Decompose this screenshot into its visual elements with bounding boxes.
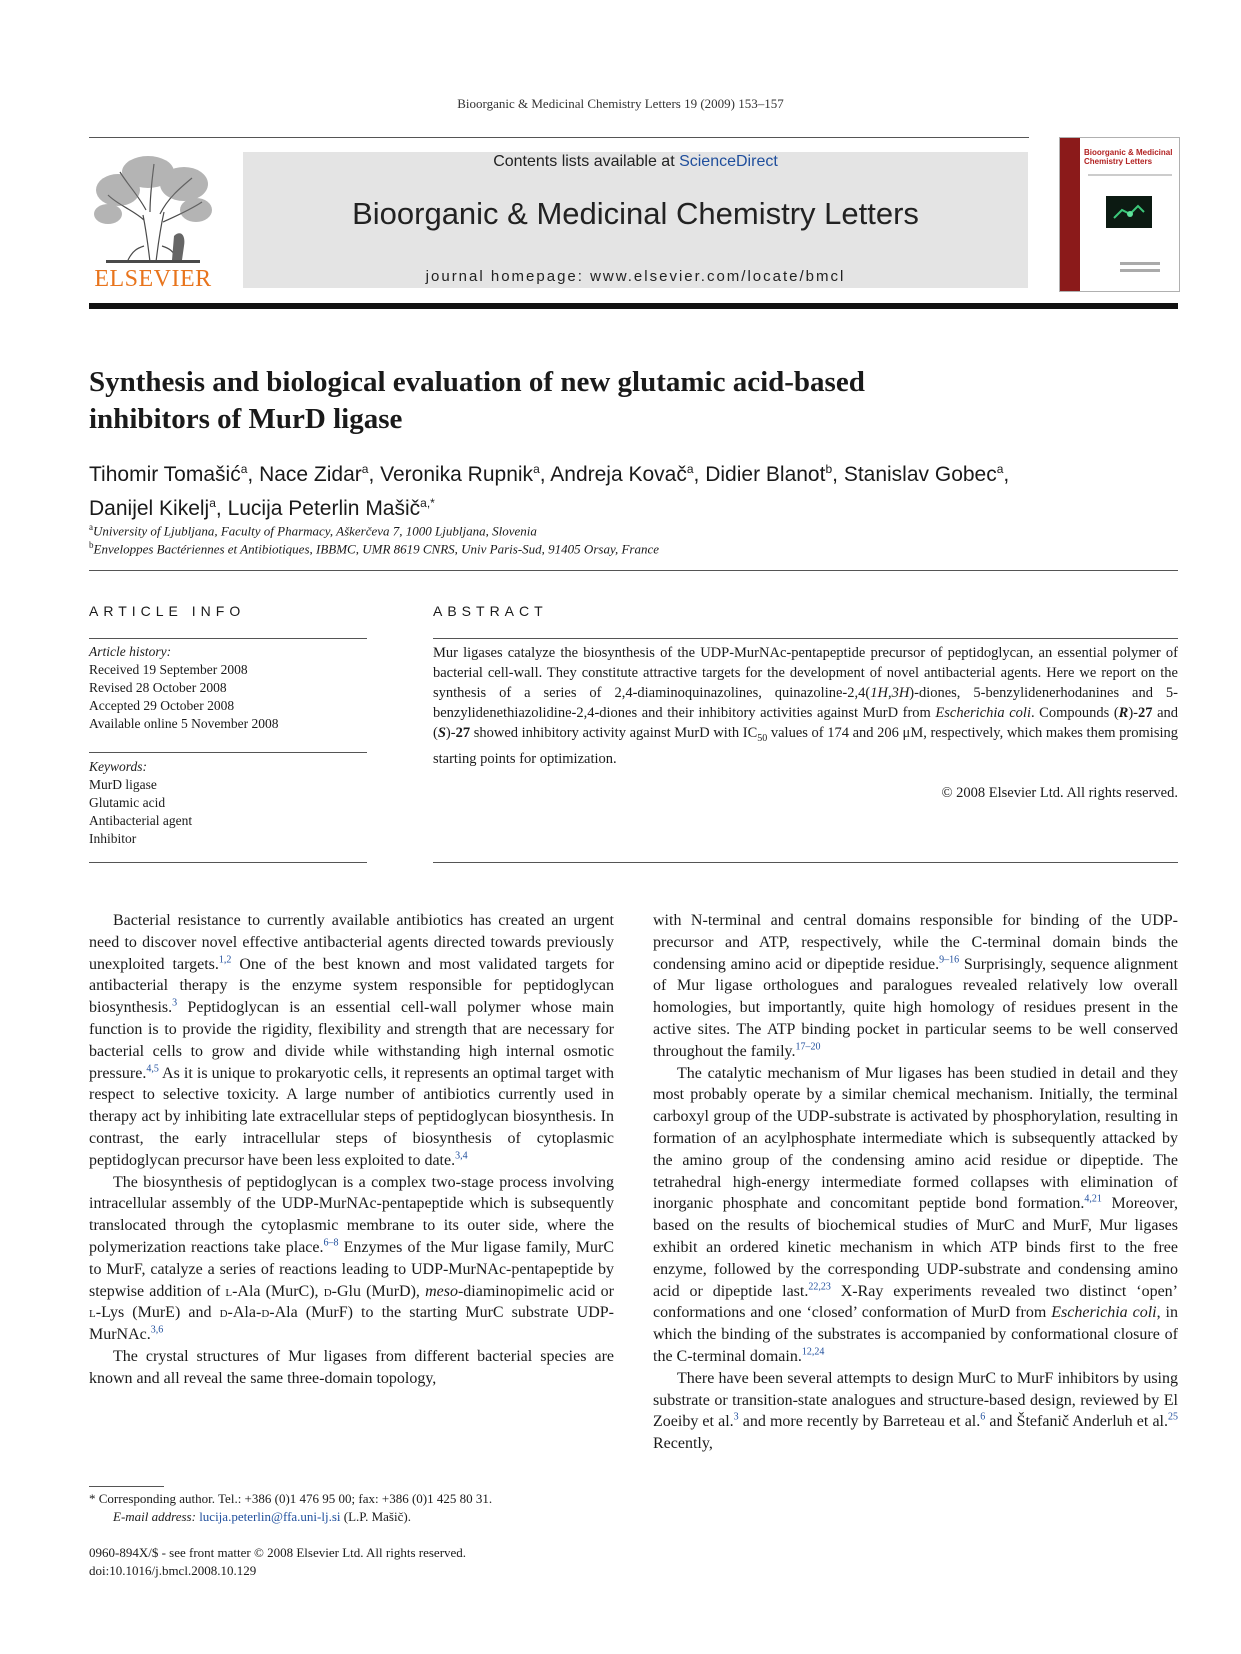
affiliation-rule [89,570,1178,571]
citation-link[interactable]: 17–20 [795,1041,821,1053]
article-title [89,364,1089,438]
citation-link[interactable]: 12,24 [801,1346,825,1358]
author: Andreja Kovač$^a$, [550,462,706,486]
history-label: Article history: [89,644,172,659]
citation-link[interactable]: 3 [172,997,178,1009]
keywords-label: Keywords: [89,759,147,774]
header-thick-rule [89,303,1178,309]
citation-link[interactable]: 25 [1168,1412,1178,1423]
history-received: Received 19 September 2008 [89,662,248,677]
cover-molecule-icon [1106,196,1152,228]
abstract-rule [433,638,1178,639]
citation-link[interactable]: 3 [733,1412,739,1423]
citation-link[interactable]: 22,23 [808,1281,831,1293]
body-paragraph: There have been several attempts to design MurC to MurF inhibitors by using substrate or transition-state analogues and structure-based design, reviewed by El Zoeiby et al.$^3$ and more recently by Barreteau et al.$^6$ and Štefanič Anderluh et al.$^{25}$ Recently, [653,1369,1178,1453]
citation-link[interactable]: 3,6 [150,1324,164,1336]
info-rule [89,638,367,639]
keyword: Inhibitor [89,831,137,846]
issn-line: 0960-894X/$ - see front matter © 2008 Elsevier Ltd. All rights reserved. [89,1545,467,1560]
header-rule [89,137,1029,138]
doi-link[interactable]: doi:10.1016/j.bmcl.2008.10.129 [89,1563,257,1578]
citation-link[interactable]: 4,5 [146,1063,159,1075]
journal-reference: Bioorganic & Medicinal Chemistry Letters 19 (2009) 153–157 [457,96,784,111]
body-column-right [653,910,1178,1455]
corresponding-author-footnote: * Corresponding author. Tel.: +386 (0)1 476 95 00; fax: +386 (0)1 425 80 31. E-mail address: lucija.peterlin@ffa.uni-lj.si (L.P. Mašič). [89,1491,493,1524]
citation-link[interactable]: 6 [980,1412,986,1423]
cover-title: Bioorganic & Medicinal Chemistry Letters [1084,148,1173,166]
abstract-text: Mur ligases catalyze the biosynthesis of the UDP-MurNAc-pentapeptide precursor of peptidoglycan, an essential polymer of bacterial cell-wall. They constitute attractive targets for the development of novel antibacterial agents. Here we report on the synthesis of a series of 2,4-diaminoquinazolines, quinazoline-2,4(1H,3H)-diones, 5-benzylidenerhodanines and 5-benzylidenethiazolidine-2,4-diones and their inhibitory activities against MurD from Escherichia coli. Compounds (R)-27 and (S)-27 showed inhibitory activity against MurD with $IC_{50}$ values of 174 and 206 μM, respectively, which makes them promising starting points for optimization. [433,645,1179,767]
citation-link[interactable]: 6–8 [323,1237,339,1249]
abstract-heading: ABSTRACT [433,603,548,619]
article-info-heading: ARTICLE INFO [89,603,246,619]
article-title-line-1: Synthesis and biological evaluation of new glutamic acid-based [89,366,865,398]
elsevier-logo-text: ELSEVIER [94,266,212,292]
article-history [89,643,367,733]
body-paragraph: The catalytic mechanism of Mur ligases has been studied in detail and they most probably operate by a similar chemical mechanism. Initially, the terminal carboxyl group of the UDP-substrate is activated by phosphorylation, resulting in formation of an acylphosphate intermediate which is subsequently attacked by the amino group of the condensing amino acid residue or dipeptide. The tetrahedral high-energy intermediate formed collapses with elimination of inorganic phosphate and concomitant peptide bond formation.$^{4,21}$ Moreover, based on the results of biochemical studies of MurC and MurF, Mur ligases exhibit an ordered kinetic mechanism in which ATP binds first to the free enzyme, followed by the corresponding UDP-substrate and condensing amino acid or dipeptide last.$^{22,23}$ X-Ray experiments revealed two distinct ‘open’ conformations and one ‘closed’ conformation of MurD from Escherichia coli, in which the binding of the substrates is accompanied by conformational closure of the C-terminal domain.$^{12,24}$ [653,1064,1178,1365]
affiliation-a: $^a$University of Ljubljana, Faculty of Pharmacy, Aškerčeva 7, 1000 Ljubljana, Slovenia [89,522,537,539]
sciencedirect-link[interactable]: ScienceDirect [679,153,778,170]
journal-homepage[interactable]: journal homepage: www.elsevier.com/locate/bmcl [425,268,846,285]
history-accepted: Accepted 29 October 2008 [89,698,235,713]
author: Danijel Kikelj$^a$, [89,496,228,520]
history-online: Available online 5 November 2008 [89,716,279,731]
history-revised: Revised 28 October 2008 [89,680,227,695]
journal-title: Bioorganic & Medicinal Chemistry Letters [352,196,919,231]
author: Didier Blanot$^b$, [705,462,844,486]
body-paragraph: The crystal structures of Mur ligases from different bacterial species are known and all reveal the same three-domain topology, [89,1347,614,1387]
author: Lucija Peterlin Mašič$^{a,*}$ [227,496,435,520]
author: Tihomir Tomašić$^a$, [89,462,260,486]
author: Veronika Rupnik$^a$, [380,462,551,486]
citation-link[interactable]: 9–16 [939,954,960,966]
front-matter [89,1544,689,1580]
author: Nace Zidar$^a$, [259,462,381,486]
body-paragraph: Bacterial resistance to currently available antibiotics has created an urgent need to discover novel effective antibacterial agents directed towards previously unexploited targets.$^{1,2}$ One of the best known and most validated targets for antibacterial therapy is the enzyme system responsible for peptidoglycan biosynthesis.$^3$ Peptidoglycan is an essential cell-wall polymer whose main function is to provide the rigidity, flexibility and strength that are necessary for bacterial cells to grow and divide while withstanding high internal osmotic pressure.$^{4,5}$ As it is unique to prokaryotic cells, it represents an optimal target with respect to selective toxicity. A large number of antibiotics currently used in therapy act by inhibiting late extracellular steps of peptidoglycan biosynthesis. In contrast, the early intracellular steps of biosynthesis of cytoplasmic peptidoglycan precursor have been less exploited to date.$^{3,4}$ [89,912,614,1169]
keywords [89,758,367,848]
keyword: Glutamic acid [89,795,166,810]
keyword: Antibacterial agent [89,813,193,828]
info-rule [89,862,367,863]
body-paragraph: with N-terminal and central domains responsible for binding of the UDP-precursor and ATP, respectively, while the C-terminal domain binds the condensing amino acid or dipeptide residue.$^{9-16}$ Surprisingly, sequence alignment of Mur ligase orthologues and paralogues revealed relatively low overall homologies, but importantly, quite high homology of residues present in the active sites. The ATP binding pocket in particular seems to be well conserved throughout the family.$^{17-20}$ [653,912,1178,1060]
contents-availability [243,153,1028,171]
author-list [89,455,1179,523]
abstract-rule [433,862,1178,863]
info-rule [89,752,367,753]
body-paragraph: The biosynthesis of peptidoglycan is a complex two-stage process involving intracellular assembly of the UDP-MurNAc-pentapeptide which is subsequently translocated through the cytoplasmic membrane to its outer side, where the polymerization reactions take place.$^{6-8}$ Enzymes of the Mur ligase family, MurC to MurF, catalyze a series of reactions leading to UDP-MurNAc-pentapeptide by stepwise addition of l-Ala (MurC), d-Glu (MurD), meso-diaminopimelic acid or l-Lys (MurE) and d-Ala-d-Ala (MurF) to the starting MurC substrate UDP-MurNAc.$^{3,6}$ [89,1173,614,1344]
affiliation-b: $^b$Enveloppes Bactériennes et Antibiotiques, IBBMC, UMR 8619 CNRS, Univ Paris-Sud, 91405 Orsay, France [89,540,660,557]
citation-link[interactable]: 1,2 [218,954,232,966]
contents-prefix: Contents lists available at [493,153,680,170]
article-title-line-2: inhibitors of MurD ligase [89,403,403,435]
abstract-copyright: © 2008 Elsevier Ltd. All rights reserved. [941,785,1178,801]
journal-cover-image [1059,137,1180,292]
author: Stanislav Gobec$^a$, [843,462,1010,486]
keyword: MurD ligase [89,777,157,792]
body-column-left [89,910,614,1390]
citation-link[interactable]: 4,21 [1084,1194,1102,1206]
citation-link[interactable]: 3,4 [455,1150,468,1162]
footnote-rule [89,1486,164,1487]
email-link[interactable]: lucija.peterlin@ffa.uni-lj.si [199,1509,341,1524]
